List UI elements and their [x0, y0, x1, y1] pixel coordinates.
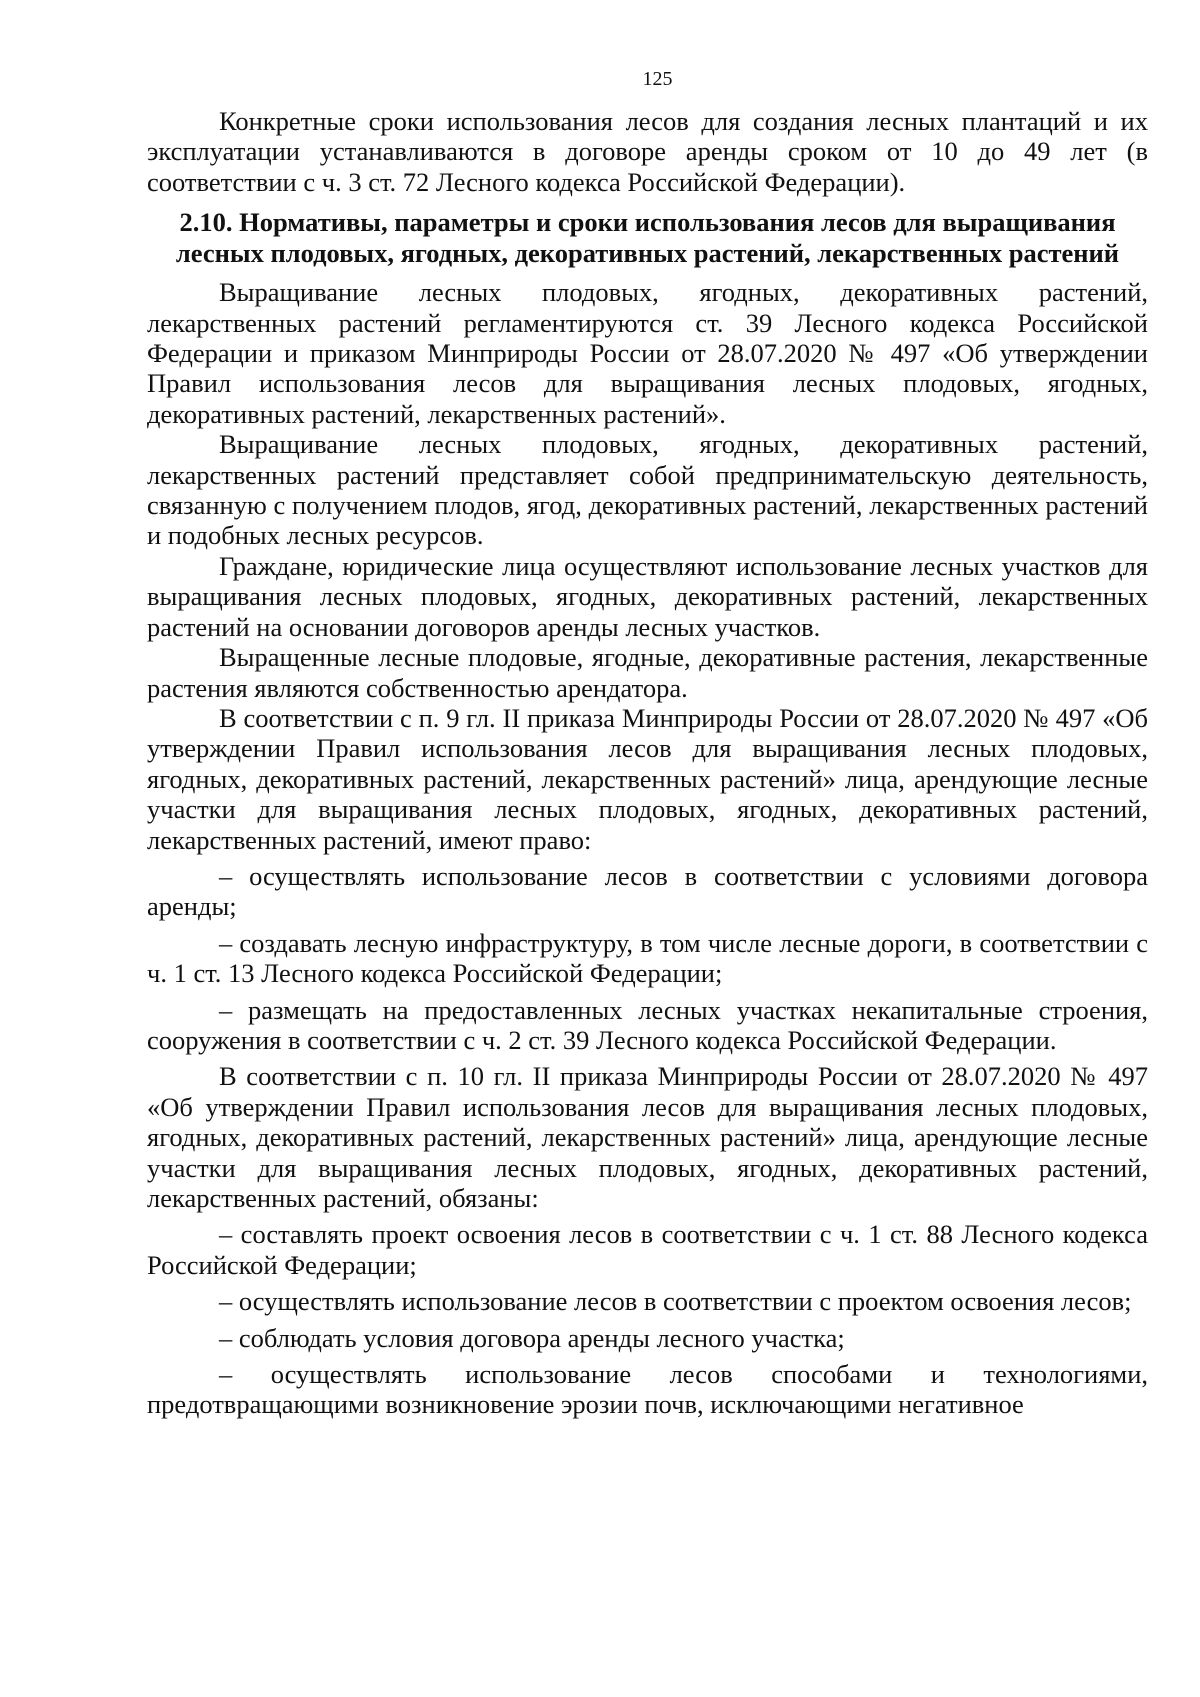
obligations-list-item: – осуществлять использование лесов в соответствии с проектом освоения лесов; [219, 1286, 1132, 1317]
section-heading: 2.10. Нормативы, параметры и сроки использования лесов для выращивания лесных плодовых, ягодных, декоративных растений, лекарственных растений [175, 207, 1120, 269]
body-paragraph: В соответствии с п. 9 гл. II приказа Минприроды России от 28.07.2020 № 497 «Об утверждении Правил использования лесов для выращивания лесных плодовых, ягодных, декоративных растений, лекарственных растений» лица, арендующие лесные участки для выращивания лесных плодовых, ягодных, декоративных растений, лекарственных растений, имеют право: [147, 702, 1148, 855]
obligations-list-item: – осуществлять использование лесов способами и технологиями, предотвращающими возникновение эрозии почв, исключающими негативное [147, 1359, 1148, 1420]
rights-list-item: – осуществлять использование лесов в соответствии с условиями договора аренды; [147, 860, 1148, 922]
body-paragraph: Выращенные лесные плодовые, ягодные, декоративные растения, лекарственные растения являются собственностью арендатора. [147, 642, 1148, 703]
rights-list-item: – создавать лесную инфраструктуру, в том числе лесные дороги, в соответствии с ч. 1 ст. 13 Лесного кодекса Российской Федерации; [147, 927, 1148, 989]
page-number: 125 [642, 68, 673, 90]
body-paragraph: Выращивание лесных плодовых, ягодных, декоративных растений, лекарственных растений представляет собой предпринимательскую деятельность, связанную с получением плодов, ягод, декоративных растений, лекарственных растений и подобных лесных ресурсов. [147, 429, 1148, 551]
rights-list-item: – размещать на предоставленных лесных участках некапитальные строения, сооружения в соответствии с ч. 2 ст. 39 Лесного кодекса Российской Федерации. [147, 994, 1148, 1055]
obligations-list-item: – соблюдать условия договора аренды лесного участка; [219, 1322, 845, 1353]
obligations-intro-paragraph: В соответствии с п. 10 гл. II приказа Минприроды России от 28.07.2020 № 497 «Об утверждении Правил использования лесов для выращивания лесных плодовых, ягодных, декоративных растений, лекарственных растений» лица, арендующие лесные участки для выращивания лесных плодовых, ягодных, декоративных растений, лекарственных растений, обязаны: [147, 1061, 1148, 1213]
intro-paragraph: Конкретные сроки использования лесов для создания лесных плантаций и их эксплуатации устанавливаются в договоре аренды сроком от 10 до 49 лет (в соответствии с ч. 3 ст. 72 Лесного кодекса Российской Федерации). [147, 106, 1148, 197]
obligations-list-item: – составлять проект освоения лесов в соответствии с ч. 1 ст. 88 Лесного кодекса Российской Федерации; [147, 1219, 1148, 1280]
body-paragraph: Граждане, юридические лица осуществляют использование лесных участков для выращивания лесных плодовых, ягодных, декоративных растений, лекарственных растений на основании договоров аренды лесных участков. [147, 550, 1148, 642]
body-paragraph: Выращивание лесных плодовых, ягодных, декоративных растений, лекарственных растений регламентируются ст. 39 Лесного кодекса Российской Федерации и приказом Минприроды России от 28.07.2020 № 497 «Об утверждении Правил использования лесов для выращивания лесных плодовых, ягодных, декоративных растений, лекарственных растений». [147, 277, 1148, 429]
